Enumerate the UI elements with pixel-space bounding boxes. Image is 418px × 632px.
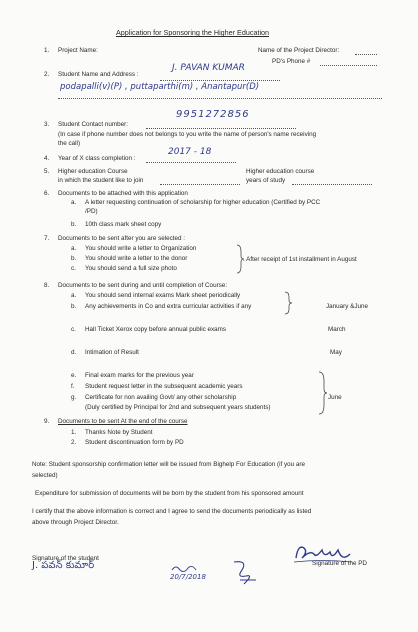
student-name-label: Student Name and Address : (58, 71, 139, 78)
end-item: Thanks Note by Student (85, 429, 153, 436)
list-letter: g. (71, 394, 77, 401)
item-number: 6. (44, 190, 50, 197)
project-name-label: Project Name: (58, 47, 98, 54)
list-letter: c. (71, 326, 76, 333)
during-item-f: Student request letter in the subsequent academic years (85, 383, 243, 390)
list-letter: e. (71, 372, 77, 379)
during-item-d: Intimation of Result (85, 349, 139, 356)
note-text-cont: selected) (32, 472, 58, 479)
pd-phone-field[interactable] (320, 58, 377, 66)
years-label-cont: years of study (246, 177, 286, 184)
initials-mark (230, 558, 260, 588)
address-line (58, 92, 382, 99)
years-label: Higher education course (246, 168, 315, 175)
student-name-value: J. PAVAN KUMAR (172, 63, 245, 73)
end-label: Documents to be sent At the end of the course (58, 418, 188, 425)
list-number: 2. (71, 439, 77, 446)
attach-label: Documents to be attached with this application (58, 190, 188, 197)
item-number: 8. (44, 282, 50, 289)
list-letter: f. (71, 383, 75, 390)
item-number: 1. (44, 47, 50, 54)
when-june: June (328, 394, 342, 401)
signature-date: 20/7/2018 (170, 573, 206, 581)
sent-after-item: You should write a letter to the donor (85, 255, 188, 262)
certify-text-cont: above through Project Director. (32, 519, 119, 526)
list-letter: a. (71, 292, 77, 299)
expenditure-text: Expenditure for submission of documents will be born by the student from his sponsored amount (35, 490, 304, 497)
when-may: May (330, 349, 342, 356)
project-director-label: Name of the Project Director: (258, 47, 340, 54)
course-label: Higher education Course (58, 168, 128, 175)
year-label: Year of X class completion : (58, 155, 136, 162)
project-director-field[interactable] (355, 47, 377, 55)
during-item-b: Any achievements in Co and extra curricular activities if any (85, 303, 252, 310)
attach-item-a-cont: /PD) (85, 208, 98, 215)
when-jan-june: January &June (326, 303, 369, 310)
list-letter: b. (71, 221, 77, 228)
course-label-cont: in which the student like to join (58, 177, 144, 184)
page-title: Application for Sponsoring the Higher Education (116, 28, 270, 37)
attach-item-b: 10th class mark sheet copy (85, 221, 162, 228)
year-value: 2017 - 18 (168, 147, 212, 157)
item-number: 7. (44, 235, 50, 242)
item-number: 3. (44, 121, 50, 128)
note-text: Note: Student sponsorship confirmation letter will be issued from Bighelp For Education (if you are (32, 461, 306, 468)
item-number: 4. (44, 155, 50, 162)
year-line (146, 156, 236, 163)
list-number: 1. (71, 429, 77, 436)
list-letter: c. (71, 265, 76, 272)
list-letter: b. (71, 255, 77, 262)
student-name-line (160, 73, 280, 81)
contact-line (146, 122, 296, 129)
installment-note: . After receipt of 1st installment in August (243, 256, 357, 263)
item-number: 2. (44, 71, 50, 78)
during-item-c: Hall Ticket Xerox copy before annual public exams (85, 326, 227, 333)
list-letter: b. (71, 303, 77, 310)
end-item: Student discontinuation form by PD (85, 439, 184, 446)
attach-item-a: A letter requesting continuation of scholarship for higher education (Certified by PCC (85, 199, 321, 206)
student-address-value: podapalli(v)(P) , puttaparthi(m) , Anantapur(D) (60, 82, 260, 92)
during-item-g-cont: (Duly certified by Principal for 2nd and subsequent years students) (85, 404, 271, 411)
years-field[interactable] (292, 178, 372, 185)
sent-after-label: Documents to be sent after you are selected : (58, 235, 186, 242)
student-signature-value: J. పవన్ కుమార్ (32, 560, 95, 571)
during-label: Documents to be sent during and until completion of Course: (58, 282, 228, 289)
certify-text: I certify that the above information is correct and I agree to send the documents periodically as listed (32, 508, 312, 515)
brace-icon (284, 291, 292, 315)
list-letter: d. (71, 349, 77, 356)
pd-phone-label: PD's Phone # (272, 58, 311, 65)
contact-value: 9951272856 (176, 109, 250, 120)
during-item-e: Final exam marks for the previous year (85, 372, 194, 379)
brace-icon (318, 371, 328, 415)
student-signature-label: Signature of the student (32, 555, 99, 562)
sent-after-item: You should write a letter to Organization (85, 245, 197, 252)
item-number: 5. (44, 168, 50, 175)
contact-note-cont: the call) (58, 140, 81, 147)
sent-after-item: You should send a full size photo (85, 265, 177, 272)
pd-signature-label: Signature of the PD (312, 560, 367, 567)
list-letter: a. (71, 199, 77, 206)
when-march: March (328, 326, 346, 333)
during-item-a: You should send internal exams Mark sheet periodically (85, 292, 241, 299)
contact-note: (In case if phone number does not belongs to you write the name of person's name receiving (58, 131, 317, 138)
contact-label: Student Contact number: (58, 121, 129, 128)
item-number: 9. (44, 418, 50, 425)
during-item-g: Certificate for non availing Govt/ any other scholarship (85, 394, 237, 401)
course-field[interactable] (160, 178, 240, 185)
list-letter: a. (71, 245, 77, 252)
